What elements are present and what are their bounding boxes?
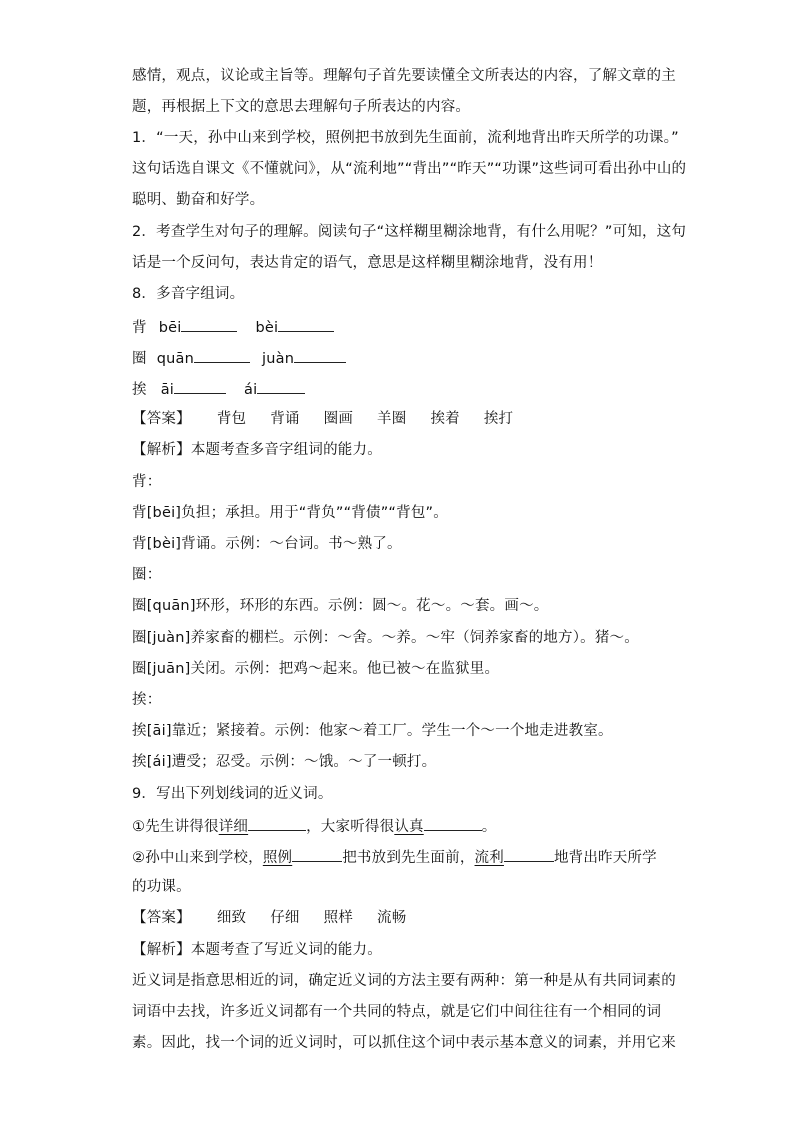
answer-word: 挨着 — [430, 411, 460, 427]
answer-word: 羊圈 — [377, 411, 407, 427]
text-line: 感情，观点，议论或主旨等。理解句子首先要读懂全文所表达的内容，了解文章的主 — [132, 68, 676, 84]
answer-word: 背诵 — [270, 411, 300, 427]
sentence-text: 地背出昨天所学 — [553, 850, 657, 866]
text-line: 圈： — [132, 567, 162, 583]
text-line: 2．考查学生对句子的理解。阅读句子“这样糊里糊涂地背，有什么用呢？”可知，这句 — [132, 224, 687, 240]
synonym-sentence — [132, 815, 662, 837]
answer-blank[interactable] — [174, 378, 226, 394]
polyphone-row-ai — [132, 378, 662, 400]
text-line: 圈[juān]关闭。示例：把鸡～起来。他已被～在监狱里。 — [132, 661, 500, 677]
analysis-text: 本题考查了写近义词的能力。 — [190, 942, 382, 958]
text-line: 圈[quān]环形，环形的东西。示例：圆～。花～。～套。画～。 — [132, 598, 549, 614]
answer-blank[interactable] — [181, 316, 237, 332]
analysis-line — [132, 440, 662, 460]
answer-word: 圈画 — [323, 411, 354, 427]
sentence-text: 。 — [481, 819, 497, 835]
text-line: 挨： — [132, 692, 162, 708]
underlined-word: 详细 — [218, 819, 249, 835]
answer-tag: 【答案】 — [132, 910, 191, 926]
text-line: 背[bēi]负担；承担。用于“背负”“背债”“背包”。 — [132, 505, 448, 521]
polyphone-row-bei — [132, 316, 662, 338]
polyphone-char: 挨 — [132, 382, 147, 398]
text-line: 素。因此，找一个词的近义词时，可以抓住这个词中表示基本意义的词素，并用它来 — [132, 1035, 676, 1051]
pinyin: quān — [156, 351, 194, 367]
text-line: 近义词是指意思相近的词，确定近义词的方法主要有两种：第一种是从有共同词素的 — [132, 973, 676, 989]
underlined-word: 流利 — [474, 850, 504, 866]
answer-blank[interactable] — [294, 347, 346, 363]
pinyin: āi — [160, 382, 175, 398]
sentence-text: 把书放到先生面前， — [342, 850, 475, 866]
answer-word: 流畅 — [377, 910, 407, 926]
text-line: 背： — [132, 474, 162, 490]
question-heading: 9．写出下列划线词的近义词。 — [132, 786, 333, 802]
answer-tag: 【答案】 — [132, 411, 191, 427]
analysis-tag: 【解析】 — [132, 942, 191, 958]
pinyin: bēi — [158, 320, 182, 336]
answer-word: 照样 — [323, 910, 354, 926]
answer-line — [132, 409, 662, 429]
answer-word: 背包 — [216, 411, 247, 427]
text-line: 话是一个反问句，表达肯定的语气，意思是这样糊里糊涂地背，没有用！ — [132, 255, 603, 271]
sentence-text: ，大家听得很 — [306, 819, 395, 835]
polyphone-row-quan — [132, 347, 662, 369]
answer-blank[interactable] — [194, 347, 250, 363]
text-line: 圈[juàn]养家畜的棚栏。示例：～舍。～养。～牢（饲养家畜的地方）。猪～。 — [132, 630, 639, 646]
answer-blank[interactable] — [248, 815, 306, 831]
text-line: 背[bèi]背诵。示例：～台词。书～熟了。 — [132, 536, 402, 552]
text-line: 1．“一天，孙中山来到学校，照例把书放到先生面前，流利地背出昨天所学的功课。” — [132, 130, 679, 146]
sentence-text: ②孙中山来到学校， — [132, 850, 263, 866]
text-line: 挨[ái]遭受；忍受。示例：～饿。～了一顿打。 — [132, 754, 437, 770]
answer-blank[interactable] — [424, 815, 482, 831]
answer-word: 仔细 — [270, 910, 300, 926]
answer-blank[interactable] — [278, 316, 334, 332]
question-heading: 8．多音字组词。 — [132, 286, 245, 302]
text-line: 题，再根据上下文的意思去理解句子所表达的内容。 — [132, 99, 471, 115]
answer-blank[interactable] — [292, 846, 342, 862]
polyphone-char: 圈 — [132, 351, 147, 367]
pinyin: juàn — [261, 351, 295, 367]
pinyin: ái — [244, 382, 258, 398]
synonym-sentence — [132, 846, 662, 868]
underlined-word: 照例 — [262, 850, 293, 866]
analysis-line — [132, 940, 662, 960]
answer-blank[interactable] — [504, 846, 554, 862]
text-line: 词语中去找，许多近义词都有一个共同的特点，就是它们中间往往有一个相同的词 — [132, 1004, 662, 1020]
text-line: 这句话选自课文《不懂就问》，从“流利地”“背出”“昨天”“功课”这些词可看出孙中山的 — [132, 161, 687, 177]
answer-word: 挨打 — [483, 411, 514, 427]
analysis-text: 本题考查多音字组词的能力。 — [190, 442, 382, 458]
text-line: 挨[āi]靠近；紧接着。示例：他家～着工厂。学生一个～一个地走进教室。 — [132, 723, 613, 739]
sentence-text: ①先生讲得很 — [132, 819, 219, 835]
text-line: 的功课。 — [132, 879, 191, 895]
answer-blank[interactable] — [257, 378, 305, 394]
underlined-word: 认真 — [394, 819, 424, 835]
answer-line — [132, 908, 662, 928]
pinyin: bèi — [255, 320, 279, 336]
answer-word: 细致 — [216, 910, 247, 926]
analysis-tag: 【解析】 — [132, 442, 191, 458]
polyphone-char: 背 — [132, 320, 147, 336]
text-line: 聪明、勤奋和好学。 — [132, 192, 265, 208]
